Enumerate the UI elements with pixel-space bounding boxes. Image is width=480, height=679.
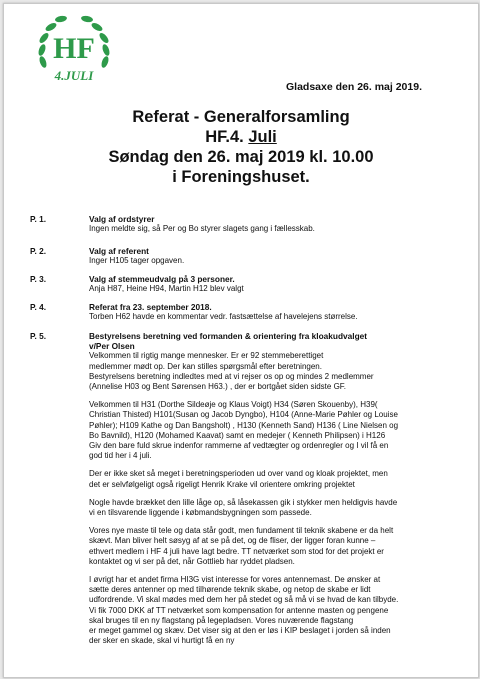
text-line: (Annelise H03 og Bent Sørensen H63.) , der er bortgået siden sidste GF.: [89, 382, 347, 392]
text-line: skal bruges til en ny flagstang på legepladsen. Vores nuværende flagstang: [89, 615, 354, 625]
text-line: kontaktet og vi ser på det, når Gottlieb har ryddet pladsen.: [89, 556, 295, 566]
text-line: det er selvfølgeligt også rigeligt Henrik Krake vil orientere omkring projektet: [89, 479, 355, 489]
paragraph-gate: [89, 498, 449, 518]
text-line: Giv den bare fuld skrue indenfor rammerne af vedtægter og ordenregler og I vil få en: [89, 441, 389, 451]
point-number: P. 2.: [30, 246, 46, 256]
point-number: P. 3.: [30, 274, 46, 284]
point-heading: Valg af stemmeudvalg på 3 personer.: [89, 274, 235, 284]
text-line: Velkommen til H31 (Dorthe Sildeøje og Klaus Voigt) H34 (Søren Skouenby), H39(: [89, 400, 378, 410]
point-heading: Bestyrelsens beretning ved formanden & orientering fra kloakudvalget: [89, 331, 368, 341]
text-line: vi en tilsvarende liggende i købmandsbygningen som passede.: [89, 508, 312, 518]
point-heading: Valg af referent: [89, 246, 149, 256]
text-line: Velkommen til rigtig mange mennesker. Er er 92 stemmeberettiget: [89, 351, 324, 361]
point-number: P. 4.: [30, 302, 46, 312]
title-line-3: Søndag den 26. maj 2019 kl. 10.00: [108, 148, 374, 166]
paragraph-antenna: [89, 575, 449, 646]
text-line: udfordrende. Vi skal mødes med dem her på stedet og så må vi se hvad de kan tilbyde.: [89, 595, 399, 605]
title-line-4: i Foreningshuset.: [172, 168, 310, 186]
paragraph-welcome: [89, 351, 449, 392]
text-line: Christian Thisted) H101(Susan og Jacob Dyngbo), H104 (Anne-Marie Pøhler og Louise: [89, 410, 398, 420]
logo-hf-text: HF: [53, 32, 95, 65]
text-line: Bo Bavnild), H120 (Mohamed Kaavat) samt en medejer ( Kenneth Philipsen) i H126: [89, 430, 386, 440]
text-line: Vi fik 7000 DKK af TT netværket som kompensation for antenne masten og pengene: [89, 605, 389, 615]
document-date: Gladsaxe den 26. maj 2019.: [286, 81, 422, 93]
title-line-2: [4, 127, 478, 147]
text-line: I øvrigt har et andet firma HI3G vist interesse for vores antennemast. De ønsker at: [89, 575, 381, 585]
logo-juli-text: 4.JULI: [54, 68, 94, 83]
text-line: god tid her i 4 juli.: [89, 451, 152, 461]
title-line-1: Referat - Generalforsamling: [132, 108, 350, 126]
point-heading: Valg af ordstyrer: [89, 214, 155, 224]
paragraph-mast: [89, 526, 449, 567]
point-number: P. 1.: [30, 214, 46, 224]
text-line: Pøhler); H109 Kathe og Dan Bangsholt) , H130 (Kenneth Sand) H136 ( Line Nielsen og: [89, 420, 399, 430]
document-page: [3, 3, 479, 678]
text-line: Der er ikke sket så meget i beretningsperioden ud over vand og kloak projektet, men: [89, 469, 388, 479]
text-line: medlemmer mødt op. Der kan stilles spørgsmål efter beretningen.: [89, 361, 322, 371]
point-text: Torben H62 havde en kommentar vedr. fastsættelse af havelejens størrelse.: [89, 312, 358, 322]
text-line: sætte deres antenner op med tilhørende teknik skabe, og netop de skabe er lidt: [89, 585, 371, 595]
text-line: ethvert medlem i HF 4 juli have lagt bedre. TT netværket som stod for det projekt er: [89, 546, 384, 556]
text-line: er meget gammel og skæv. Det viser sig at den er løs i KIP beslaget i jorden så inden: [89, 626, 391, 636]
title-line-2-prefix: HF.4.: [205, 128, 249, 146]
point-heading-presenter: v/Per Olsen: [89, 341, 135, 352]
text-line: der sker en skade, skal vi hurtigt få en ny: [89, 636, 235, 646]
title-line-2-underlined: Juli: [248, 128, 277, 146]
hf-4-juli-logo: [32, 10, 116, 90]
paragraph-new-members: [89, 400, 449, 461]
point-heading: Referat fra 23. september 2018.: [89, 302, 212, 312]
paragraph-water-sewer: [89, 469, 449, 489]
point-number: P. 5.: [30, 331, 46, 341]
point-text: Anja H87, Heine H94, Martin H12 blev valgt: [89, 284, 244, 294]
text-line: Bestyrelsens beretning indledtes med at vi rejser os op og mindes 2 medlemmer: [89, 371, 374, 381]
point-text: Inger H105 tager opgaven.: [89, 256, 185, 266]
text-line: Nogle havde brækket den lille låge op, så låsekassen gik i stykker men heldigvis havde: [89, 497, 398, 507]
text-line: Vores nye maste til tele og data står godt, men fundament til teknik skabene er da helt: [89, 526, 394, 536]
text-line: skævt. Man bliver helt søsyg af at se på det, og de fliser, der ligger foran kunne –: [89, 536, 376, 546]
point-text: Ingen meldte sig, så Per og Bo styrer slagets gang i fællesskab.: [89, 224, 315, 234]
